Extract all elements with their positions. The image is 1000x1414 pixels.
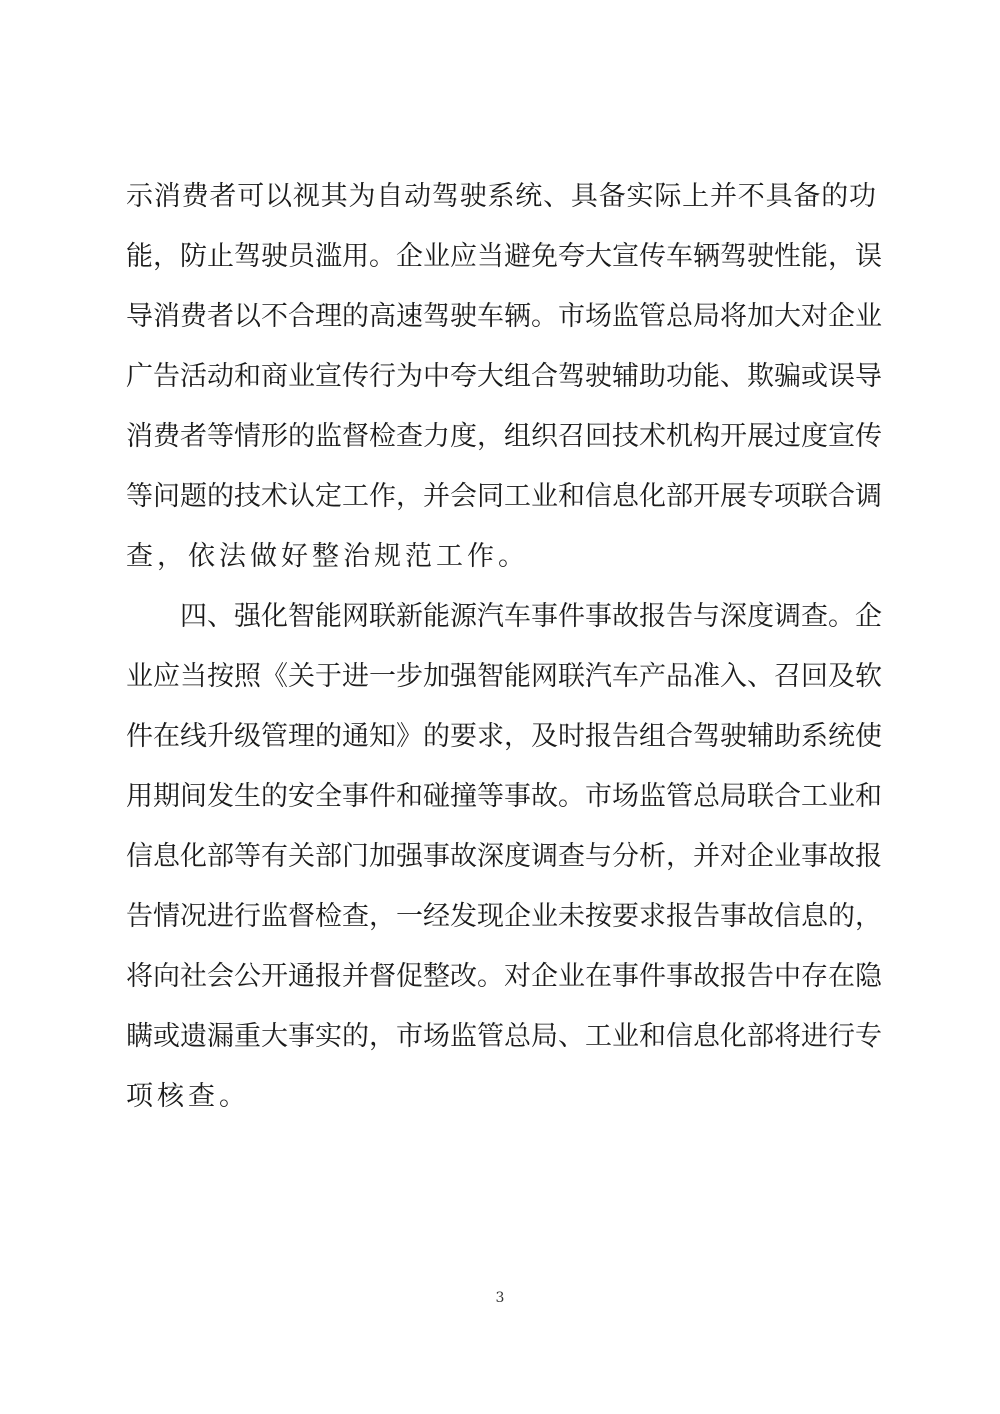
body-line: 等问题的技术认定工作，并会同工业和信息化部开展专项联合调 bbox=[126, 481, 882, 512]
body-line: 消费者等情形的监督检查力度，组织召回技术机构开展过度宣传 bbox=[126, 421, 882, 452]
section-heading-line: 四、强化智能网联新能源汽车事件事故报告与深度调查。企 bbox=[180, 601, 882, 632]
page-number: 3 bbox=[495, 1290, 505, 1306]
body-line: 瞒或遗漏重大事实的，市场监管总局、工业和信息化部将进行专 bbox=[126, 1021, 882, 1052]
body-line: 用期间发生的安全事件和碰撞等事故。市场监管总局联合工业和 bbox=[126, 781, 882, 812]
body-line: 业应当按照《关于进一步加强智能网联汽车产品准入、召回及软 bbox=[126, 661, 882, 692]
body-line: 广告活动和商业宣传行为中夸大组合驾驶辅助功能、欺骗或误导 bbox=[126, 361, 882, 392]
body-line: 项核查。 bbox=[126, 1081, 250, 1112]
body-line: 示消费者可以视其为自动驾驶系统、具备实际上并不具备的功 bbox=[126, 181, 876, 212]
body-line: 信息化部等有关部门加强事故深度调查与分析，并对企业事故报 bbox=[126, 841, 882, 872]
body-line: 将向社会公开通报并督促整改。对企业在事件事故报告中存在隐 bbox=[126, 961, 882, 992]
body-line: 查，依法做好整治规范工作。 bbox=[126, 541, 529, 572]
body-line: 能，防止驾驶员滥用。企业应当避免夸大宣传车辆驾驶性能，误 bbox=[126, 241, 882, 272]
body-line: 告情况进行监督检查，一经发现企业未按要求报告事故信息的， bbox=[126, 901, 882, 932]
body-line: 件在线升级管理的通知》的要求，及时报告组合驾驶辅助系统使 bbox=[126, 721, 882, 752]
body-line: 导消费者以不合理的高速驾驶车辆。市场监管总局将加大对企业 bbox=[126, 301, 882, 332]
